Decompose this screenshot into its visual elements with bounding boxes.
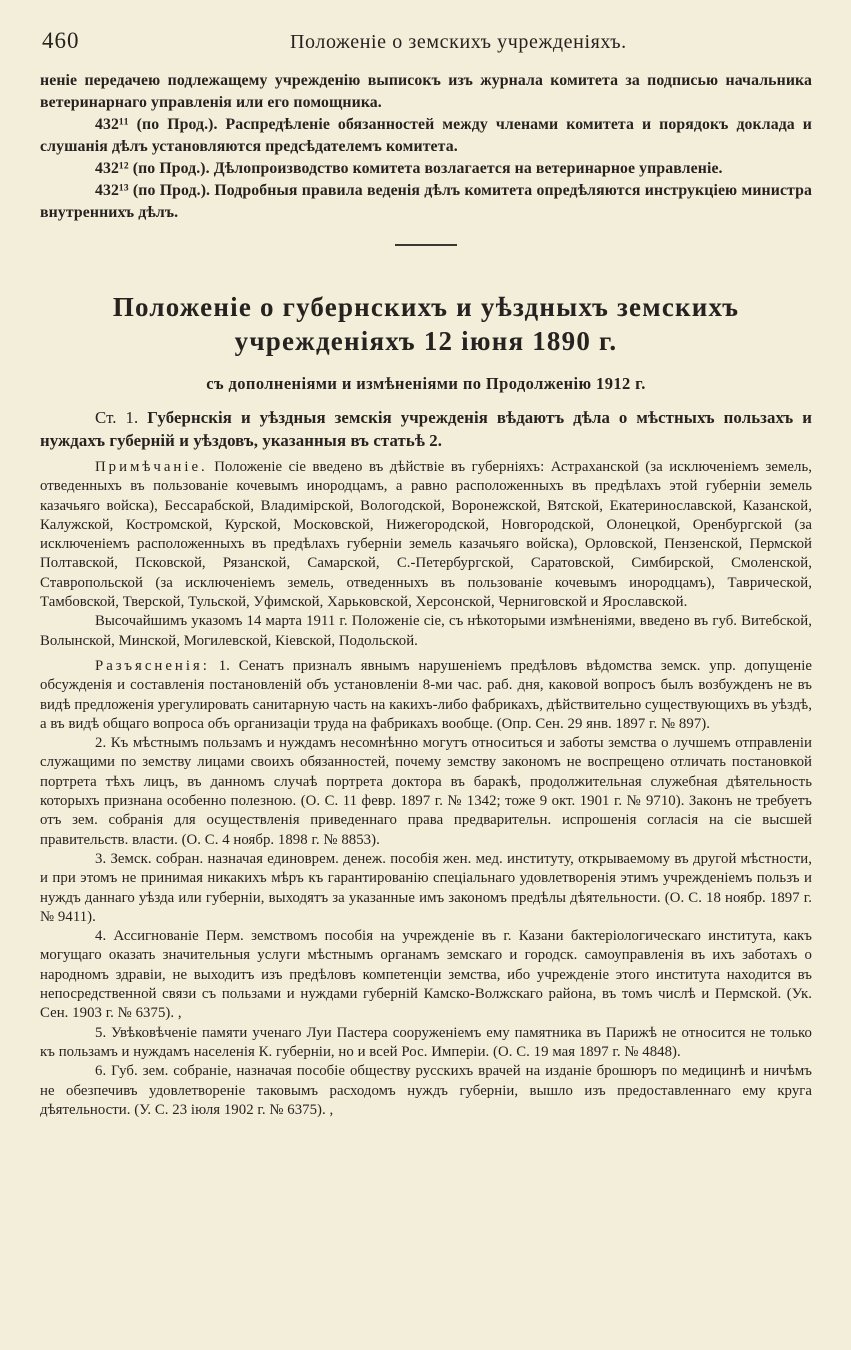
article-1-text: Губернскія и уѣздныя земскія учрежденія вѣдаютъ дѣла о мѣстныхъ пользахъ и нуждахъ губерній и уѣздовъ, указанныя въ статьѣ 2. — [40, 408, 812, 450]
article-1-number: Ст. 1. — [95, 408, 139, 427]
note-label: Примѣчаніе. — [95, 459, 208, 475]
page-header — [40, 28, 812, 68]
section-subtitle: съ дополненіями и измѣненіями по Продолженію 1912 г. — [206, 374, 646, 393]
top-section — [40, 70, 812, 224]
article-432-13: 432¹³ (по Прод.). Подробныя правила веденія дѣлъ комитета опредѣляются инструкціею министра внутреннихъ дѣлъ. — [40, 182, 812, 221]
note-paragraph — [40, 458, 812, 612]
explanation-4: 4. Ассигнованіе Перм. земствомъ пособія на учрежденіе въ г. Казани бактеріологическаго института, какъ могущаго оказать значительныя услуги мѣстнымъ органамъ земскаго и городск. самоуправленія въ ихъ заботахъ о народномъ здравіи, не выходитъ изъ предѣловъ компетенціи земства, ибо учрежденіе этого института находится въ непосредственной связи съ пользами и нуждами губерній Камско-Волжскаго района, въ томъ числѣ и Пермской. (Ук. Сен. 1903 г. № 6375). , — [40, 928, 812, 1022]
article-432-11: 432¹¹ (по Прод.). Распредѣленіе обязанностей между членами комитета и порядокъ доклада и слушанія дѣлъ установляются предсѣдателемъ комитета. — [40, 116, 812, 155]
section-divider — [395, 244, 457, 246]
section-title: Положеніе о губернскихъ и уѣздныхъ земскихъ учрежденіяхъ 12 іюня 1890 г. — [112, 292, 740, 356]
explanation-1 — [40, 657, 812, 734]
running-title: Положеніе о земскихъ учрежденіяхъ. — [290, 31, 627, 53]
decree-paragraph: Высочайшимъ указомъ 14 марта 1911 г. Положеніе сіе, съ нѣкоторыми измѣненіями, введено въ губ. Витебской, Волынской, Минской, Могилевской, Кіевской, Подольской. — [40, 613, 812, 649]
article-432-12: 432¹² (по Прод.). Дѣлопроизводство комитета возлагается на ветеринарное управленіе. — [95, 160, 723, 177]
paragraph-continued: неніе передачею подлежащему учрежденію выписокъ изъ журнала комитета за подписью начальника ветеринарнаго управленія или его помощника. — [40, 72, 812, 111]
note-text: Положеніе сіе введено въ дѣйствіе въ губерніяхъ: Астраханской (за исключеніемъ земель, отведенныхъ въ пользованіе кочевымъ инородцамъ, а равно расположенныхъ въ предѣлахъ этой губерніи земель казачьяго войска), Бессарабской, Владимірской, Вологодской, Воронежской, Вятской, Екатеринославской, Казанской, Калужской, Костромской, Курской, Московской, Нижегородской, Новгородской, Олонецкой, Оренбургской (за исключеніемъ расположенныхъ въ предѣлахъ губерніи земель казачьяго войска), Орловской, Пензенской, Пермской Полтавской, Псковской, Рязанской, Самарской, С.-Петербургской, Саратовской, Симбирской, Смоленской, Ставропольской (за исключеніемъ земель, отведенныхъ въ пользованіе кочевымъ инородцамъ), Таврической, Тамбовской, Тверской, Тульской, Уфимской, Харьковской, Херсонской, Черниговской и Ярославской. — [40, 459, 812, 611]
explanation-2: 2. Къ мѣстнымъ пользамъ и нуждамъ несомнѣнно могутъ относиться и заботы земства о лучшемъ отправленіи служащими по земству лицами своихъ обязанностей, почему земству закономъ не воспрещено отличать постановкой портрета тѣхъ лицъ, въ данномъ случаѣ портрета доктора въ баракѣ, продолжительная служебная дѣятельность которыхъ признана особенно полезною. (О. С. 11 февр. 1897 г. № 1342; тоже 9 окт. 1901 г. № 9710). Законъ не требуетъ отъ зем. собранія для осуществленія приведеннаго права предварительн. испрошенія согласія на сіе высшей правительств. власти. (О. С. 4 ноябр. 1898 г. № 8853). — [40, 735, 812, 848]
explanation-6: 6. Губ. зем. собраніе, назначая пособіе обществу русскихъ врачей на изданіе брошюръ по медицинѣ и ничѣмъ не обезпечивъ удовлетвореніе таковымъ расходомъ нуждъ губерніи, вышло изъ предоставленнаго ему круга дѣятельности. (У. С. 23 іюля 1902 г. № 6375). , — [40, 1063, 812, 1118]
document-page — [40, 28, 812, 1120]
explanation-5: 5. Увѣковѣченіе памяти ученаго Луи Пастера сооруженіемъ ему памятника въ Парижѣ не относится не только къ пользамъ и нуждамъ населенія К. губерніи, но и всей Рос. Имперіи. (О. С. 19 мая 1897 г. № 4848). — [40, 1024, 812, 1060]
explanation-3: 3. Земск. собран. назначая единоврем. денеж. пособія жен. мед. институту, открываемому въ другой мѣстности, и при этомъ не принимая никакихъ мѣръ къ гарантированію спеціальнаго удовлетворенія этимъ учрежденіемъ пользъ и нуждъ даннаго уѣзда или губерніи, выходятъ за указанные имъ закономъ предѣлы дѣятельности. (О. С. 18 ноябр. 1897 г. № 9411). — [40, 850, 812, 925]
explanations-label: Разъясненія: — [95, 657, 210, 674]
article-1 — [40, 406, 812, 452]
explanation-1-text: 1. Сенатъ призналъ явнымъ нарушеніемъ предѣловъ вѣдомства земск. упр. допущеніе обсужденія и составленія постановленій объ установленіи 8-ми час. раб. дня, каковой вопросъ былъ возбужденъ не въ видѣ предложенія урегулировать санитарную часть на какихъ-либо фабрикахъ, дѣйствительно существующихъ въ уѣздѣ, а въ видѣ общаго вопроса объ организаціи труда на фабрикахъ вообще. (Опр. Сен. 29 янв. 1897 г. № 897). — [40, 657, 813, 732]
page-number: 460 — [42, 28, 80, 53]
